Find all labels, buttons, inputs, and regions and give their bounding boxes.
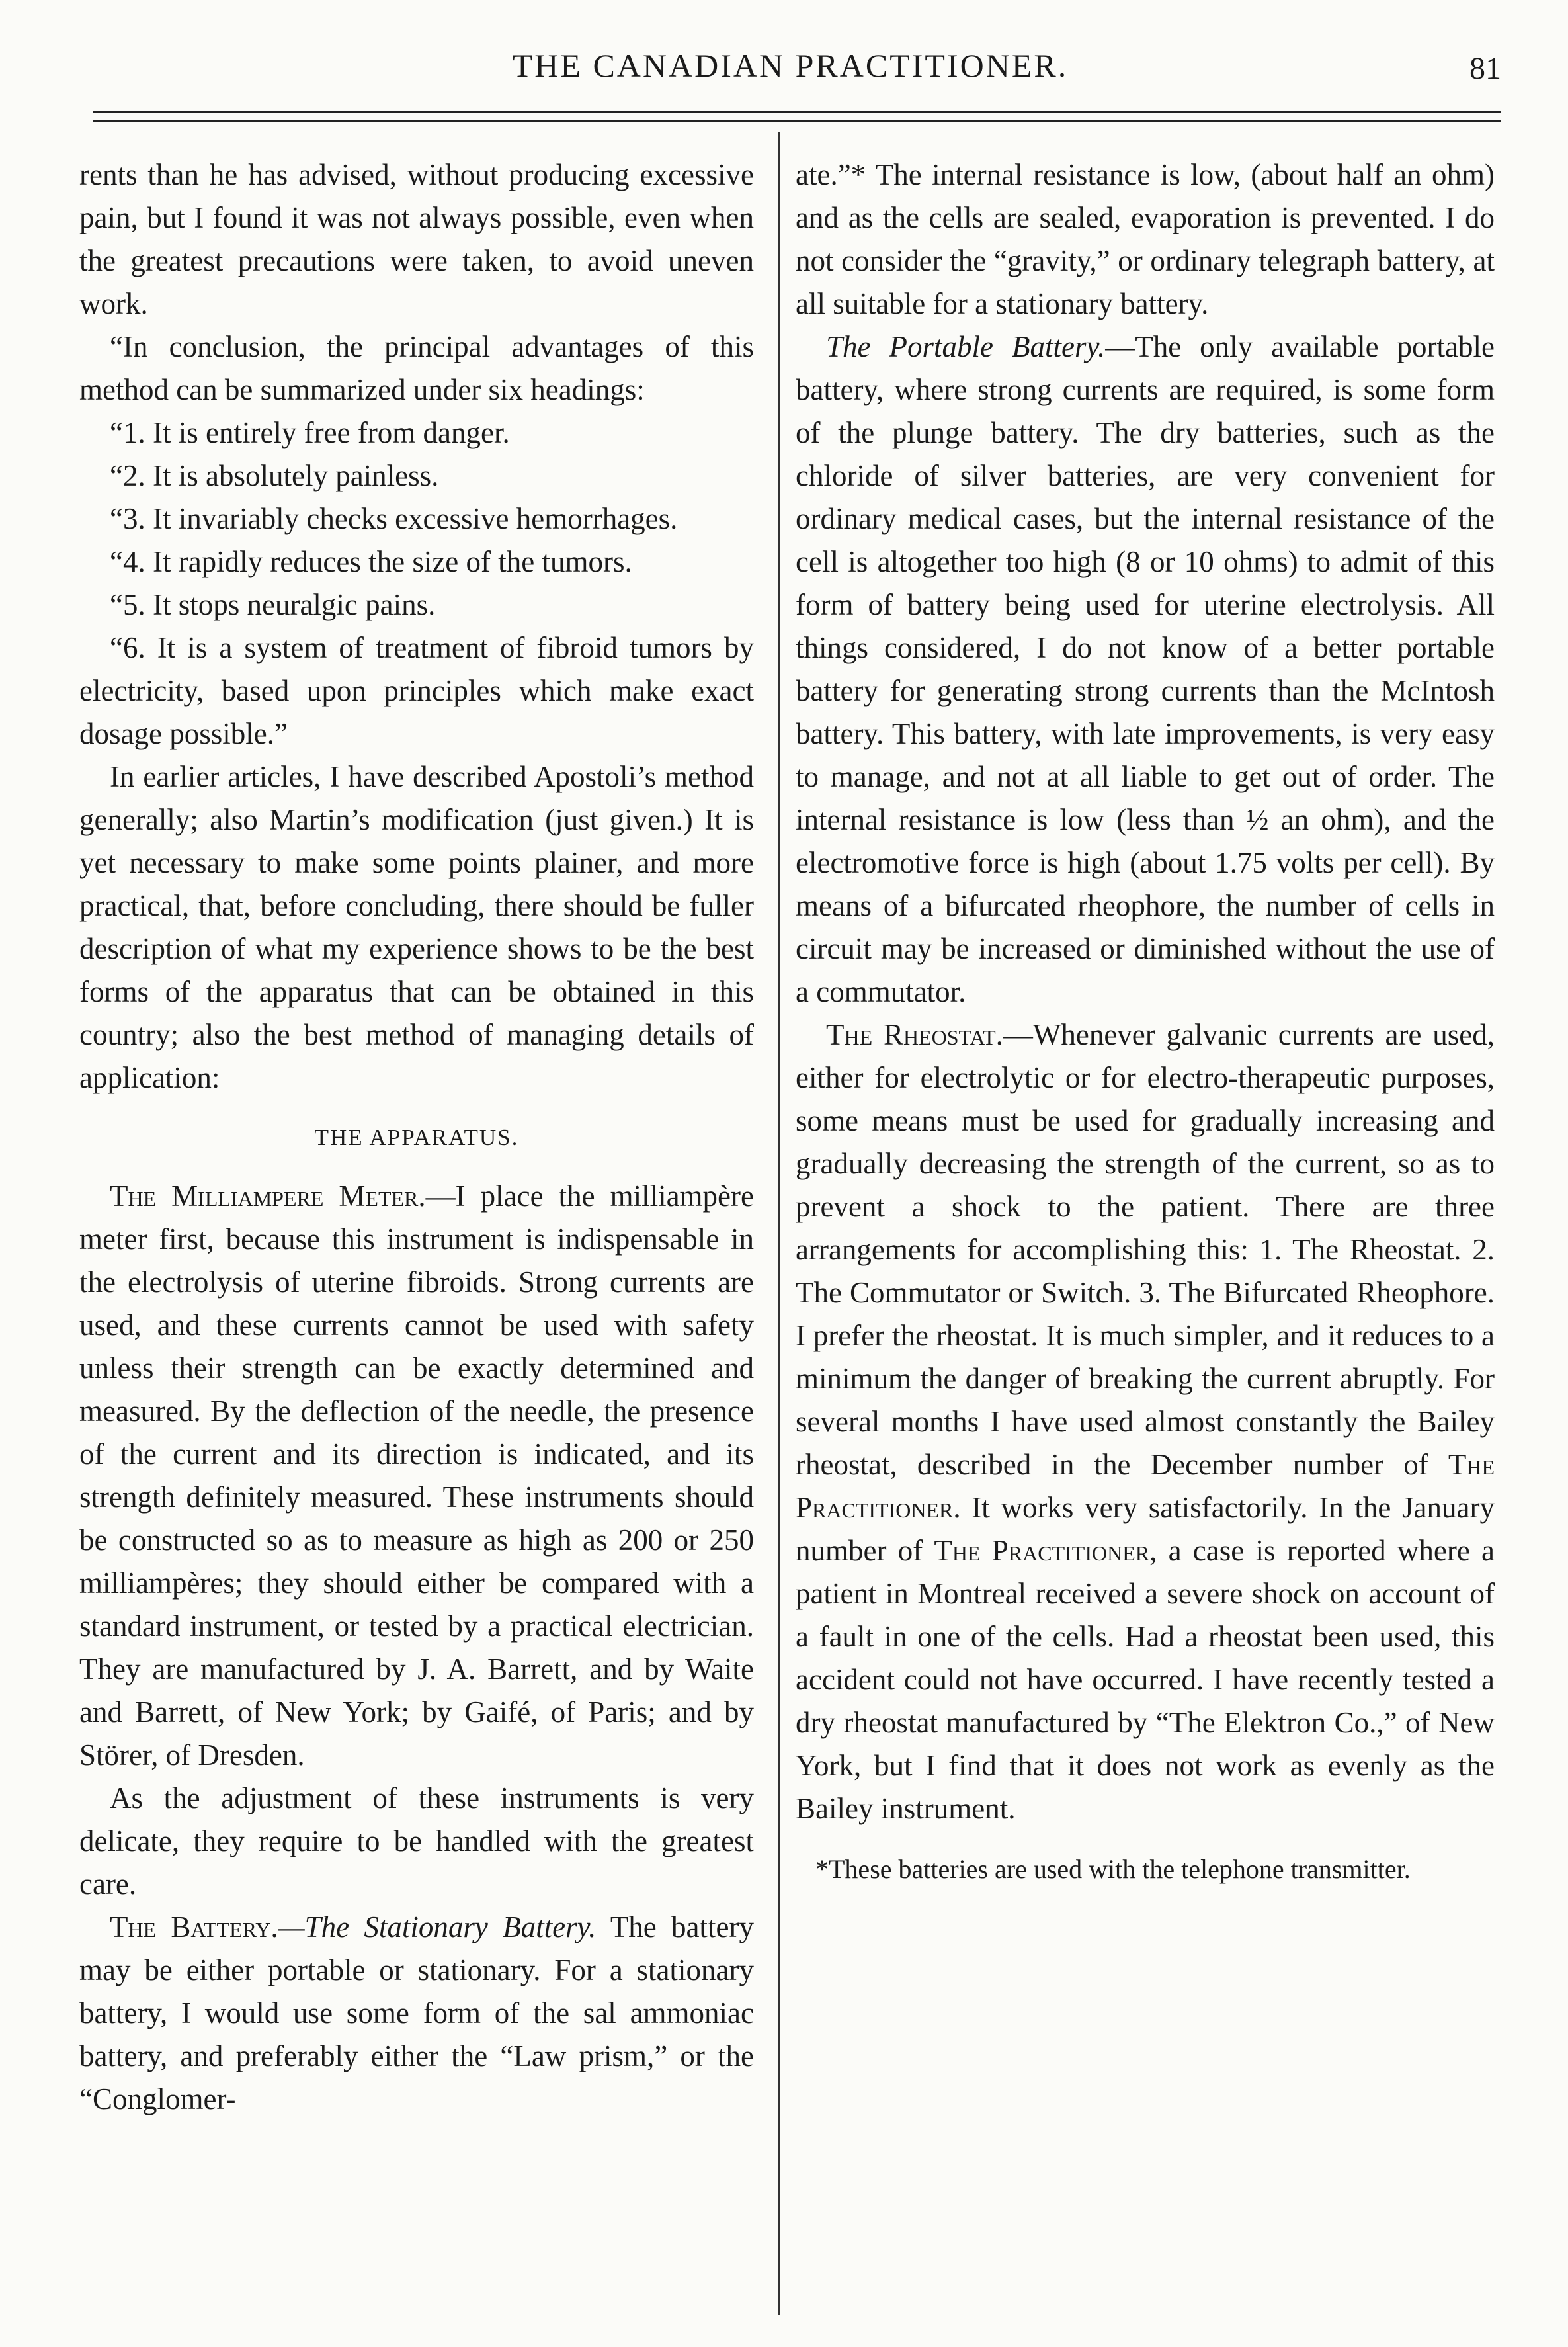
paragraph-text: —The only available portable battery, where strong currents are required, is some form of the plunge battery. The dry batteries, such as the chloride of silver batteries, are very convenient for ordinary medical cases, but the internal resistance of the cell is altogether too high (8 or 10 ohms) to admit of this form of battery being used for uterine electrolysis. All things considered, I do not know of a better portable battery for generating strong currents than the McIntosh battery. This battery, with late improvements, is very easy to manage, and not at all liable to get out of order. The internal resistance is low (less than ½ an ohm), and the electromotive force is high (about 1.75 volts per cell). By means of a bifurcated rheophore, the number of cells in circuit may be increased or diminished without the use of a commutator.: [796, 330, 1495, 1008]
list-item: “3. It invariably checks excessive hemorrhages.: [110, 502, 678, 535]
run-in-heading: The Battery.: [110, 1910, 278, 1943]
page-number: 81: [1469, 51, 1501, 86]
run-in-subheading: —The Stationary Battery.: [278, 1910, 597, 1943]
paragraph: ate.”* The internal resistance is low, (about half an ohm) and as the cells are sealed, evaporation is prevented. I do not consider the “gravity,” or ordinary telegraph battery, at all suitable for a stationary battery.: [796, 158, 1495, 320]
list-item: “2. It is absolutely painless.: [110, 459, 439, 492]
list-item: “1. It is entirely free from danger.: [110, 416, 510, 449]
list-item: “6. It is a system of treatment of fibroid tumors by electricity, based upon principles which make exact dosage possible.”: [79, 631, 754, 750]
paragraph-milliampere-meter: [79, 1175, 754, 1777]
list-item: “5. It stops neuralgic pains.: [110, 588, 436, 621]
column-divider: [778, 132, 780, 2315]
header-rule-thin: [93, 120, 1501, 122]
paragraph: In earlier articles, I have described Apostoli’s method generally; also Martin’s modification (just given.) It is yet necessary to make some points plainer, and more practical, that, before concluding, there should be fuller description of what my experience shows to be the best forms of the apparatus that can be obtained in this country; also the best method of managing details of application:: [79, 760, 754, 1094]
header-rule: [93, 111, 1501, 113]
paragraph-text: The battery may be either portable or stationary. For a stationary battery, I would use some form of the sal ammoniac battery, and preferably either the “Law prism,” or the “Conglomer-: [79, 1910, 754, 2115]
left-column: [79, 153, 754, 2121]
paragraph: rents than he has advised, without producing excessive pain, but I found it was not always possible, even when the greatest precautions were taken, to avoid uneven work.: [79, 158, 754, 320]
paragraph-rheostat: [796, 1013, 1495, 1830]
footnote-text: *These batteries are used with the telephone transmitter.: [815, 1854, 1411, 1884]
running-header: [79, 46, 1501, 93]
paragraph: “In conclusion, the principal advantages of this method can be summarized under six headings:: [79, 330, 754, 406]
journal-name: The Practitioner: [934, 1534, 1150, 1567]
run-in-heading: The Rheostat.: [826, 1018, 1003, 1051]
paragraph-text: . It works very satisfactorily. In the January number of: [796, 1491, 1495, 1567]
list-item: “4. It rapidly reduces the size of the tumors.: [110, 545, 632, 578]
paragraph-text: —Whenever galvanic currents are used, either for electrolytic or for electro-therapeutic purposes, some means must be used for gradually increasing and gradually decreasing the strength of the current, so as to prevent a shock to the patient. There are three arrangements for accomplishing this: 1. The Rheostat. 2. The Commutator or Switch. 3. The Bifurcated Rheophore. I prefer the rheostat. It is much simpler, and it reduces to a minimum the danger of breaking the current abruptly. For several months I have used almost constantly the Bailey rheostat, described in the December number of: [796, 1018, 1495, 1481]
paragraph-battery: [79, 1906, 754, 2121]
paragraph: As the adjustment of these instruments is very delicate, they require to be handled with the greatest care.: [79, 1781, 754, 1900]
footnote: [796, 1850, 1495, 1889]
run-in-heading: The Portable Battery.: [826, 330, 1106, 363]
paragraph-portable-battery: [796, 325, 1495, 1013]
journal-title: THE CANADIAN PRACTITIONER.: [512, 47, 1069, 84]
journal-name: The Practitioner: [796, 1448, 1495, 1524]
run-in-heading: The Milliampere Meter.: [110, 1179, 426, 1213]
paragraph-text: —I place the milliampère meter first, because this instrument is indispensable in the electrolysis of uterine fibroids. Strong currents are used, and these currents cannot be used with safety unless their strength can be exactly determined and measured. By the deflection of the needle, the presence of the current and its direction is indicated, and its strength definitely measured. These instruments should be constructed so as to measure as high as 200 or 250 milliampères; they should either be compared with a standard instrument, or tested by a practical electrician. They are manufactured by J. A. Barrett, and by Waite and Barrett, of New York; by Gaifé, of Paris; and by Störer, of Dresden.: [79, 1179, 754, 1771]
paragraph-text: , a case is reported where a patient in Montreal received a severe shock on account of a fault in one of the cells. Had a rheostat been used, this accident could not have occurred. I have recently tested a dry rheostat manufactured by “The Elektron Co.,” of New York, but I find that it does not work as evenly as the Bailey instrument.: [796, 1534, 1495, 1825]
right-column: [796, 153, 1495, 1889]
section-heading: THE APPARATUS.: [314, 1125, 519, 1150]
